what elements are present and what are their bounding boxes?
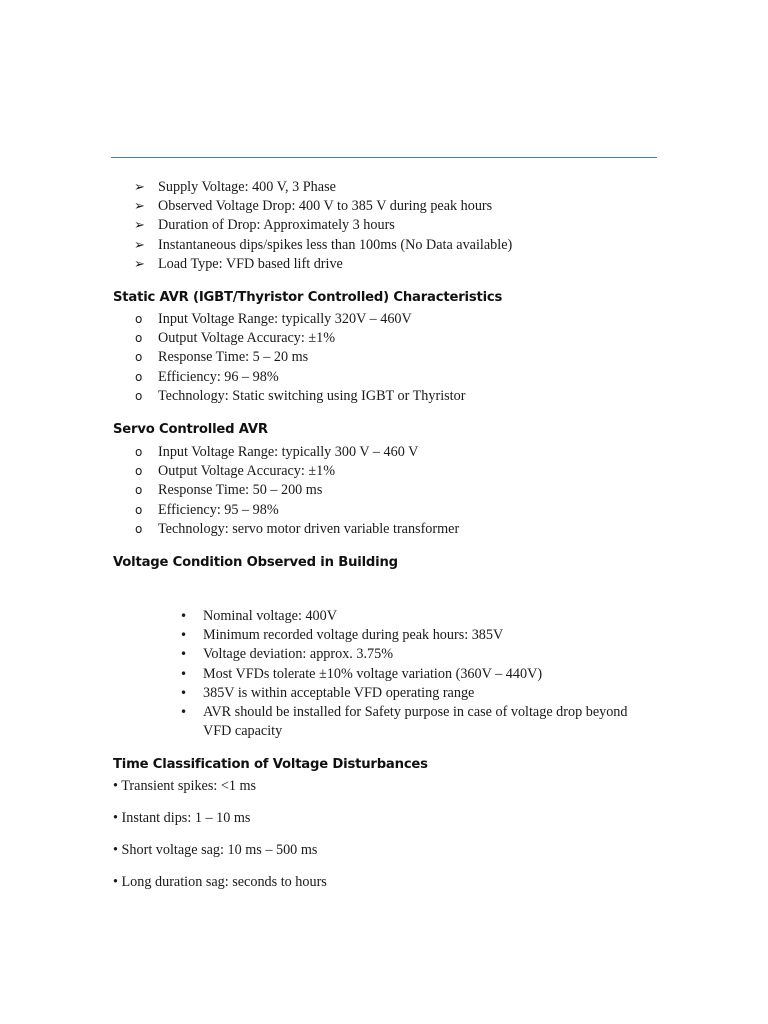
list-item: ➢ Observed Voltage Drop: 400 V to 385 V during peak hours xyxy=(0,197,768,216)
servo-avr-list-block xyxy=(0,443,768,539)
list-item: • Minimum recorded voltage during peak hours: 385V xyxy=(0,626,768,645)
static-avr-heading: Static AVR (IGBT/Thyristor Controlled) Characteristics xyxy=(113,290,503,305)
list-item: • Most VFDs tolerate ±10% voltage variation (360V – 440V) xyxy=(0,665,768,684)
dot-bullet-icon: • xyxy=(180,666,188,681)
time-class-item: • Instant dips: 1 – 10 ms xyxy=(113,810,251,826)
voltage-condition-heading: Voltage Condition Observed in Building xyxy=(113,555,398,570)
circle-bullet-icon: o xyxy=(135,331,143,346)
time-class-item: • Long duration sag: seconds to hours xyxy=(113,874,327,890)
arrow-bullet-icon: ➢ xyxy=(134,237,145,253)
static-avr-list-block xyxy=(0,310,768,406)
list-item: • Voltage deviation: approx. 3.75% xyxy=(0,645,768,664)
arrow-bullet-icon: ➢ xyxy=(134,199,145,215)
list-item: o Technology: Static switching using IGBT or Thyristor xyxy=(0,387,768,406)
list-item: ➢ Duration of Drop: Approximately 3 hours xyxy=(0,216,768,235)
list-item: o Response Time: 5 – 20 ms xyxy=(0,348,768,367)
list-item: • 385V is within acceptable VFD operating range xyxy=(0,684,768,703)
time-class-item: • Short voltage sag: 10 ms – 500 ms xyxy=(113,842,318,858)
circle-bullet-icon: o xyxy=(135,312,143,326)
servo-avr-list xyxy=(0,443,768,539)
list-item: • AVR should be installed for Safety purpose in case of voltage drop beyond VFD capacity xyxy=(180,704,628,739)
circle-bullet-icon: o xyxy=(135,388,143,403)
dot-bullet-icon: • xyxy=(180,609,188,623)
arrow-bullet-icon: ➢ xyxy=(134,218,145,234)
arrow-bullet-icon: ➢ xyxy=(134,180,145,195)
supply-info-list xyxy=(0,178,768,274)
list-item: o Technology: servo motor driven variable transformer xyxy=(0,520,768,539)
circle-bullet-icon: o xyxy=(135,350,143,365)
circle-bullet-icon: o xyxy=(135,464,143,479)
voltage-condition-list-block xyxy=(0,607,768,740)
circle-bullet-icon: o xyxy=(135,445,143,459)
list-item: • Nominal voltage: 400V xyxy=(0,607,768,626)
list-item: o Input Voltage Range: typically 320V – 460V xyxy=(0,310,768,329)
voltage-condition-list xyxy=(0,607,768,740)
circle-bullet-icon: o xyxy=(135,369,143,384)
time-class-item: • Transient spikes: <1 ms xyxy=(113,778,257,794)
time-classification-heading: Time Classification of Voltage Disturbances xyxy=(113,757,428,772)
list-item: o Efficiency: 96 – 98% xyxy=(0,368,768,387)
circle-bullet-icon: o xyxy=(135,502,143,517)
circle-bullet-icon: o xyxy=(135,483,143,498)
list-item: ➢ Supply Voltage: 400 V, 3 Phase xyxy=(0,178,768,197)
arrow-bullet-icon: ➢ xyxy=(134,256,145,272)
list-item: o Input Voltage Range: typically 300 V – 460 V xyxy=(0,443,768,462)
circle-bullet-icon: o xyxy=(135,521,143,536)
list-item: o Output Voltage Accuracy: ±1% xyxy=(0,329,768,348)
list-item: o Output Voltage Accuracy: ±1% xyxy=(0,462,768,481)
static-avr-list xyxy=(0,310,768,406)
supply-info-list-block xyxy=(0,178,768,274)
dot-bullet-icon: • xyxy=(180,705,188,720)
dot-bullet-icon: • xyxy=(180,628,188,643)
list-item: o Response Time: 50 – 200 ms xyxy=(0,481,768,500)
list-item: ➢ Load Type: VFD based lift drive xyxy=(0,255,768,274)
header-divider xyxy=(111,157,657,158)
dot-bullet-icon: • xyxy=(180,647,188,662)
dot-bullet-icon: • xyxy=(180,685,188,700)
list-item: ➢ Instantaneous dips/spikes less than 100ms (No Data available) xyxy=(0,236,768,255)
list-item: o Efficiency: 95 – 98% xyxy=(0,501,768,520)
servo-avr-heading: Servo Controlled AVR xyxy=(113,422,268,437)
